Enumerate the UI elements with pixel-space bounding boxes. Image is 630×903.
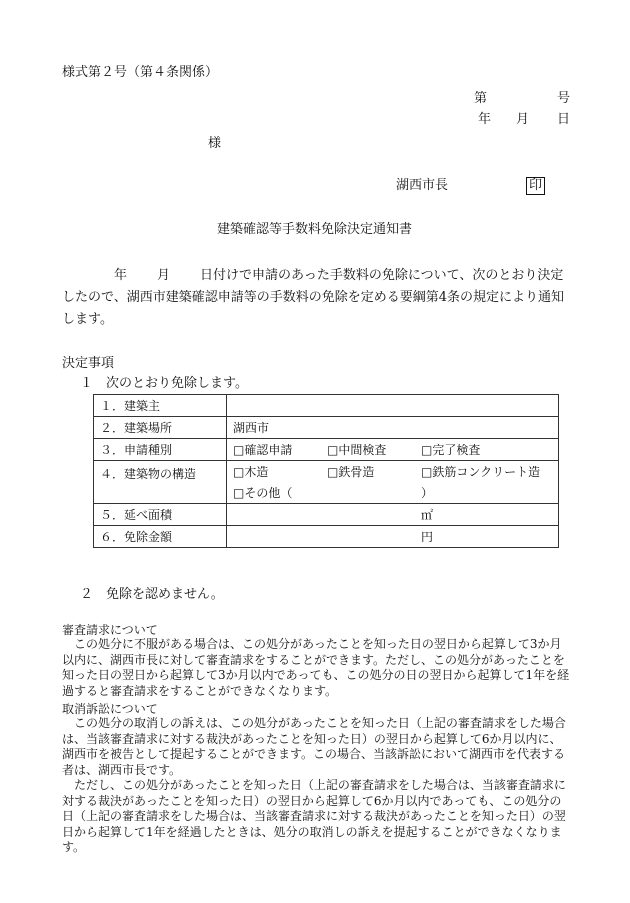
intro-text: 日付けで申請のあった手数料の免除について、次のとおり決定したので、湖西市建築確認申請等の手数料の免除を定める要綱第4条の規定により通知します。 <box>62 268 565 327</box>
date-day: 日 <box>557 112 571 127</box>
structure-option-steel[interactable]: □鉄骨造 <box>327 465 375 479</box>
form-number: 様式第２号（第４条関係） <box>62 65 219 80</box>
issuer-name: 湖西市長 <box>396 178 449 193</box>
type-option-final[interactable]: □完了検査 <box>421 443 481 457</box>
appeal-body <box>62 637 572 699</box>
table-row <box>94 504 559 526</box>
appeal-heading: 審査請求について <box>62 623 158 637</box>
amount-unit: 円 <box>421 530 434 544</box>
structure-option-rc[interactable]: □鉄筋コンクリート造 <box>421 465 541 479</box>
decision-table <box>93 394 559 548</box>
lawsuit-paragraph-2: ただし、この処分があったことを知った日（上記の審査請求をした場合は、当該審査請求に対する裁決があったことを知った日）の翌日から起算して6か月以内であっても、この処分の日（上記の審査請求をした場合は、当該審査請求に対する裁決があったことを知った日）の翌日から起算して1年を経過したときは、処分の取消しの訴えを提起することができなくなります。 <box>62 778 566 854</box>
structure-option-wood[interactable]: □木造 <box>233 465 269 479</box>
structure-option-other[interactable]: □その他（ <box>233 486 293 500</box>
type-option-interim[interactable]: □中間検査 <box>327 443 387 457</box>
amount-label: ６．免除金額 <box>94 526 227 548</box>
type-label: ３．申請種別 <box>94 439 227 461</box>
amount-value <box>227 526 559 548</box>
document-title: 建築確認等手数料免除決定通知書 <box>217 222 413 237</box>
site-label: ２．建築場所 <box>94 417 227 439</box>
doc-number-suffix: 号 <box>557 91 571 106</box>
decision-heading: 決定事項 <box>62 356 115 371</box>
builder-label: １．建築主 <box>94 395 227 417</box>
table-row <box>94 395 559 417</box>
table-row <box>94 439 559 461</box>
lawsuit-paragraph-1: この処分の取消しの訴えは、この処分があったことを知った日（上記の審査請求をした場合は、当該審査請求に対する裁決があったことを知った日）の翌日から起算して6か月以内に、湖西市を被告として提起することができます。この場合、当該訴訟において湖西市を代表する者は、湖西市長です。 <box>62 716 566 777</box>
table-row <box>94 417 559 439</box>
table-row <box>94 461 559 483</box>
structure-other-close: ） <box>421 486 434 500</box>
decision-item-2: ２ 免除を認めません。 <box>80 587 224 602</box>
seal-mark: 印 <box>526 177 545 195</box>
intro-paragraph <box>62 265 572 331</box>
intro-month: 月 <box>157 268 171 283</box>
appeal-paragraph: この処分に不服がある場合は、この処分があったことを知った日の翌日から起算して3か月以内に、湖西市長に対して審査請求をすることができます。ただし、この処分があったことを知った日の翌日から起算して3か月以内であっても、この処分の日の翌日から起算して1年を経過すると審査請求をすることができなくなります。 <box>62 637 570 698</box>
type-options <box>227 439 559 461</box>
structure-other <box>227 482 559 504</box>
decision-item-1: １ 次のとおり免除します。 <box>80 376 248 391</box>
structure-label: ４．建築物の構造 <box>94 461 227 504</box>
structure-options <box>227 461 559 483</box>
table-row <box>94 526 559 548</box>
type-option-confirm[interactable]: □確認申請 <box>233 443 293 457</box>
addressee-suffix: 様 <box>208 136 222 151</box>
area-label: ５．延べ面積 <box>94 504 227 526</box>
intro-year: 年 <box>114 268 128 283</box>
doc-number-prefix: 第 <box>474 91 488 106</box>
lawsuit-heading: 取消訴訟について <box>62 702 158 716</box>
area-value <box>227 504 559 526</box>
date-year: 年 <box>478 112 492 127</box>
area-unit: ㎡ <box>421 508 434 522</box>
lawsuit-body <box>62 716 572 856</box>
site-value: 湖西市 <box>227 417 559 439</box>
builder-value <box>227 395 559 417</box>
date-month: 月 <box>516 112 530 127</box>
